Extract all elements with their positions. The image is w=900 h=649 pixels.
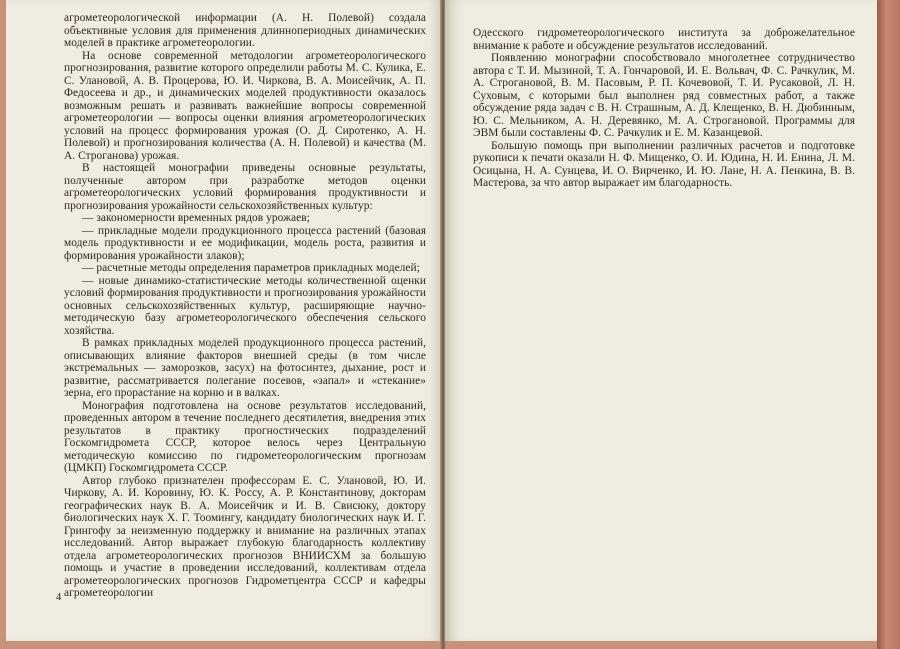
- paragraph: Появлению монографии способствовало многолетнее сотрудничество автора с Т. И. Мызиной, Т. А. Гончаровой, И. Е. Вольвач, Ф. С. Рачкулик, М. А. Строгановой, В. М. Пасовым, Р. П. Кочевовой, Т. И. Русаковой, Л. Н. Суховым, с которыми был выполнен ряд совместных работ, а также обсуждение ряда задач с В. Н. Страшным, А. Д. Клещенко, В. Н. Дюбинным, Ю. С. Мельником, А. Н. Деревянко, М. А. Строгановой. Программы для ЭВМ были составлены Ф. С. Рачкулик и Е. М. Казанцевой.: [473, 52, 855, 139]
- list-item: — закономерности временных рядов урожаев;: [82, 212, 310, 224]
- left-page: [6, 0, 442, 641]
- paragraph: В рамках прикладных моделей продукционного процесса растений, описывающих влияние факторов внешней среды (в том числе экстремальных — заморозков, засух) на фотосинтез, дыхание, рост и развитие, рассматривается полегание посевов, «запал» и «стекание» зерна, его прорастание на корню и в валках.: [64, 337, 426, 399]
- left-page-text: [64, 12, 426, 600]
- paragraph: Большую помощь при выполнении различных расчетов и подготовке рукописи к печати оказали Н. Ф. Мищенко, О. И. Юдина, Н. И. Енина, Л. М. Осицына, Н. А. Сунцева, И. О. Вирченко, И. Ю. Лане, Н. А. Пенкина, В. В. Мастерова, за что автор выражает им благодарность.: [473, 139, 855, 189]
- book-cover-edge: [877, 0, 900, 649]
- paragraph: Автор глубоко признателен профессорам Е. С. Улановой, Ю. И. Чиркову, А. И. Коровину, Ю. К. Россу, А. Р. Константинову, докторам географических наук В. А. Моисейчик и И. В. Свисюку, доктору биологических наук Х. Г. Тоомингу, кандидату биологических наук И. Г. Грингофу за неизменную поддержку и внимание на различных этапах исследований. Автор выражает глубокую благодарность коллективу отдела агрометеорологических прогнозов ВНИИСХМ за большую помощь и участие в проведении исследований, коллективам отдела агрометеорологических прогнозов Гидрометцентра СССР и кафедры агрометеорологии: [64, 474, 426, 599]
- right-page: [445, 0, 877, 641]
- paragraph: Одесского гидрометеорологического института за доброжелательное внимание к работе и обсуждение результатов исследований.: [473, 27, 855, 52]
- paragraph: В настоящей монографии приведены основные результаты, полученные автором при разработке методов оценки агрометеорологических условий формирования продуктивности и прогнозирования урожайности сельскохозяйственных культур:: [64, 162, 426, 212]
- list-item: — прикладные модели продукционного процесса растений (базовая модель продуктивности и ее модификации, модель роста, развития и формирования урожайности злаков);: [64, 224, 426, 262]
- right-page-text: [473, 27, 855, 190]
- list-item: — расчетные методы определения параметров прикладных моделей;: [82, 262, 420, 274]
- list-item: — новые динамико-статистические методы количественной оценки условий формирования продуктивности и прогнозирования урожайности основных сельскохозяйственных культур, расширяющие научно-методическую базу агрометеорологического обеспечения сельского хозяйства.: [64, 274, 426, 337]
- paragraph: агрометеорологической информации (А. Н. Полевой) создала объективные условия для применения длиннопериодных динамических моделей в практике агрометеорологии.: [64, 12, 426, 49]
- page-number: 4: [56, 592, 62, 603]
- paragraph: На основе современной методологии агрометеорологического прогнозирования, развитие которого определили работы М. С. Кулика, Е. С. Улановой, А. В. Процерова, Ю. И. Чиркова, В. А. Моисейчик, А. П. Федосеева и др., и динамических моделей продуктивности оказалось возможным решать и развивать важнейшие вопросы современной агрометеорологии — вопросы оценки влияния агрометеорологических условий на процесс формирования урожая (О. Д. Сиротенко, А. Н. Полевой) и прогнозирования количества (А. Н. Полевой) и качества (М. А. Строганова) урожая.: [64, 49, 426, 162]
- paragraph: Монография подготовлена на основе результатов исследований, проведенных автором в течение последнего десятилетия, внедрения этих результатов в практику прогностических подразделений Госкомгидромета СССР, которое велось через Центральную методическую комиссию по гидрометеорологическим прогнозам (ЦМКП) Госкомгидромета СССР.: [64, 399, 426, 474]
